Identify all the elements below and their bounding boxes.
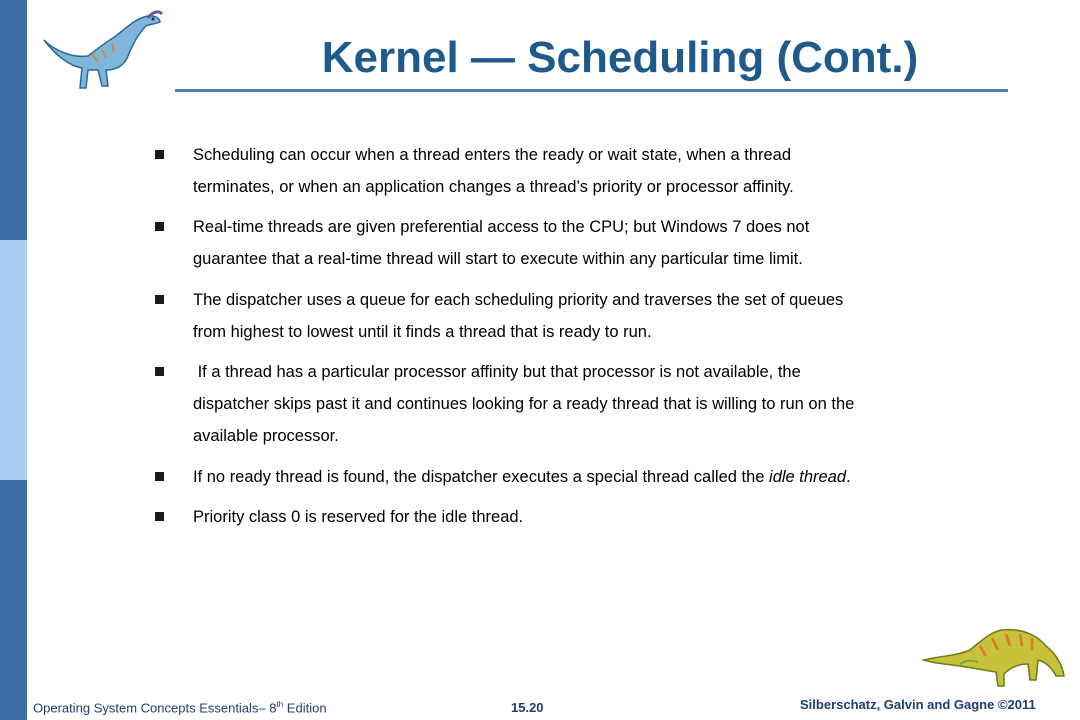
bullet-line: Scheduling can occur when a thread enters the ready or wait state, when a thread: [193, 146, 792, 164]
bullet-text: [193, 211, 1033, 275]
footer-book-superscript: th: [276, 700, 284, 709]
bullet-text: [193, 501, 1033, 533]
bullet-line: guarantee that a real-time thread will start to execute within any particular time limit.: [193, 250, 803, 268]
bullet-line: If a thread has a particular processor affinity but that processor is not available, the: [193, 363, 801, 381]
footer-book-title: [33, 700, 327, 715]
bullet-marker: [155, 222, 164, 231]
bullet-text: [193, 461, 1033, 493]
footer-copyright: Silberschatz, Galvin and Gagne ©2011: [800, 697, 1036, 712]
bullet-line: The dispatcher uses a queue for each scheduling priority and traverses the set of queues: [193, 291, 844, 309]
bullet-line: dispatcher skips past it and continues looking for a ready thread that is willing to run on the: [193, 395, 855, 413]
accent-bar-middle: [0, 240, 27, 480]
bullet-line: available processor.: [193, 427, 339, 445]
bullet-marker: [155, 512, 164, 521]
title-underline: [175, 89, 1008, 92]
accent-bar-bottom: [0, 480, 27, 720]
bullet-marker: [155, 367, 164, 376]
page-number: 15.20: [511, 700, 544, 715]
footer-book-prefix: Operating System Concepts Essentials– 8: [33, 700, 277, 716]
footer-book-suffix: Edition: [283, 700, 327, 716]
bullet-marker: [155, 295, 164, 304]
bullet-line: terminates, or when an application changes a thread’s priority or processor affinity.: [193, 178, 794, 196]
bullet-marker: [155, 472, 164, 481]
bullet-text: [193, 284, 1033, 348]
bullet-line: Real-time threads are given preferential access to the CPU; but Windows 7 does not: [193, 218, 810, 236]
accent-bar-top: [0, 0, 27, 240]
bullet-line: from highest to lowest until it finds a thread that is ready to run.: [193, 323, 652, 341]
bullet-text-prefix: If no ready thread is found, the dispatcher executes a special thread called the: [193, 468, 770, 486]
bullet-marker: [155, 150, 164, 159]
bullet-text: [193, 356, 1033, 452]
bullet-text: [193, 139, 1033, 203]
left-accent-bar: [0, 0, 27, 720]
bullet-text-suffix: .: [846, 468, 851, 486]
dinosaur-icon: [920, 620, 1070, 692]
bullet-line: Priority class 0 is reserved for the idle thread.: [193, 508, 524, 526]
bullet-text-italic: idle thread: [769, 468, 847, 486]
slide-title: Kernel — Scheduling (Cont.): [321, 33, 919, 82]
dinosaur-icon: [36, 6, 166, 92]
